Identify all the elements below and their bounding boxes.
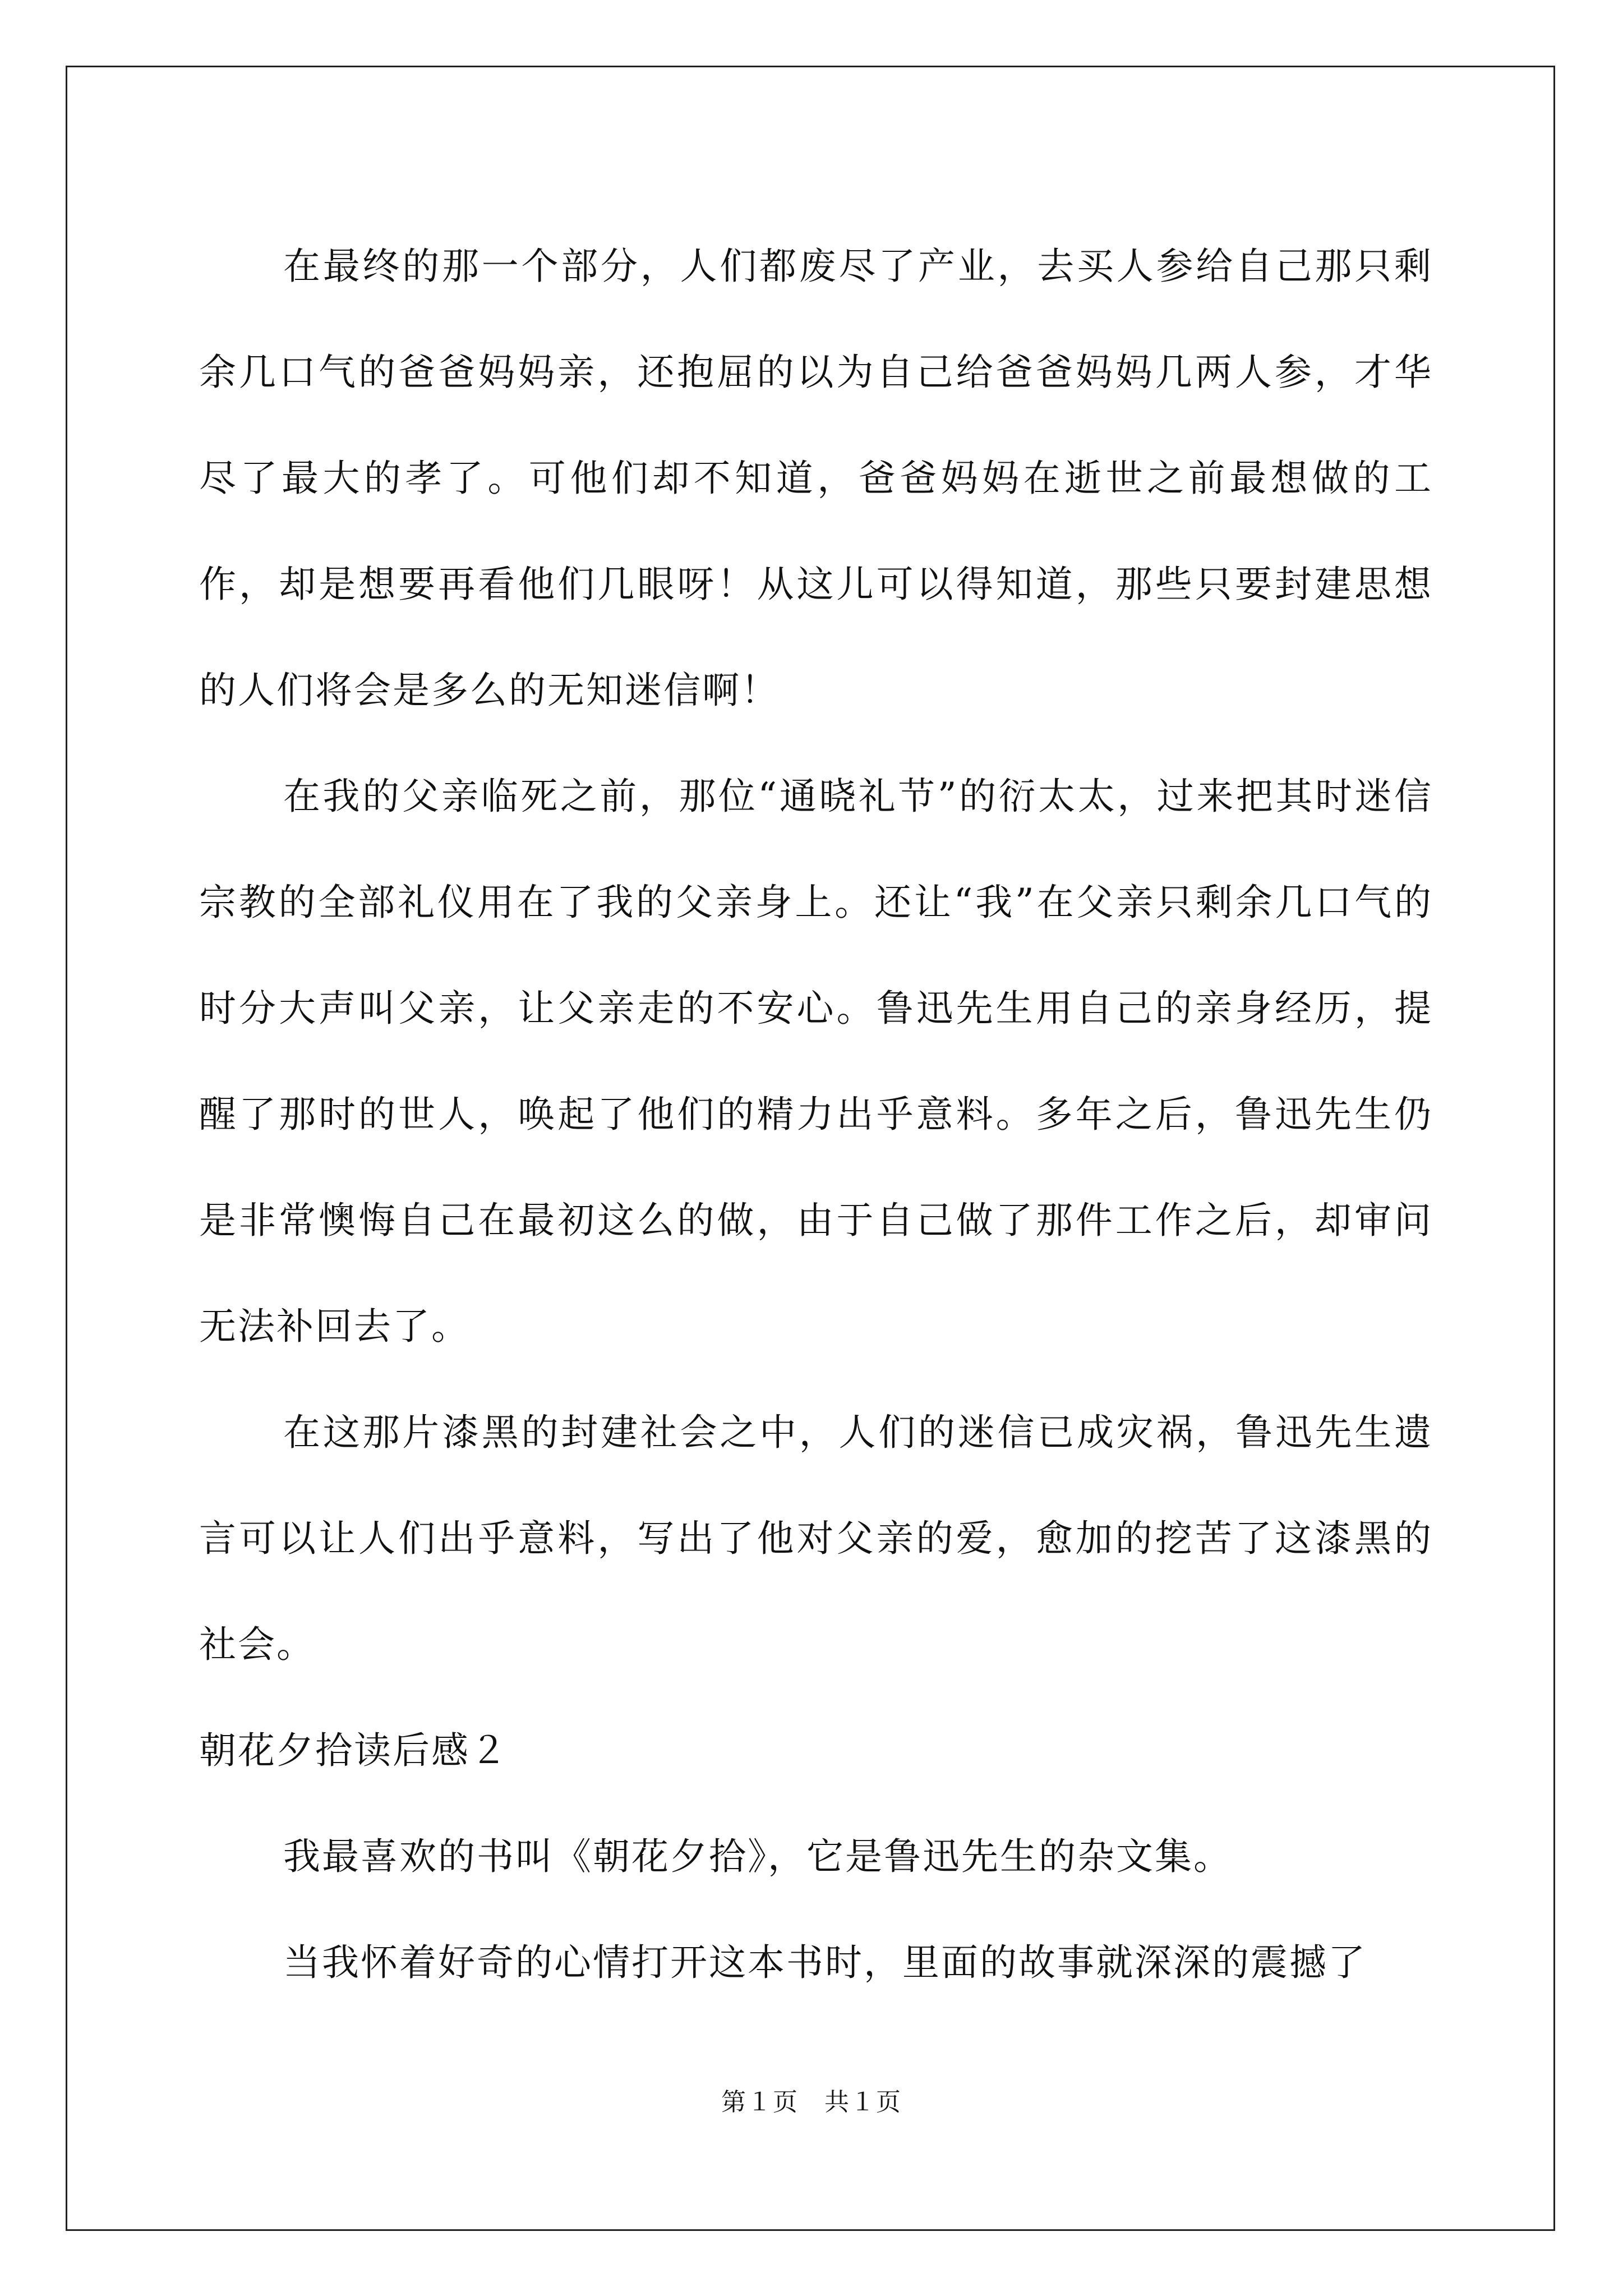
paragraph: 我最喜欢的书叫《朝花夕拾》，它是鲁迅先生的杂文集。 bbox=[283, 1835, 1232, 1878]
paragraph: 当我怀着好奇的心情打开这本书时，里面的故事就深深的震撼了 bbox=[283, 1941, 1367, 1984]
page-footer: 第１页 共１页 bbox=[721, 2088, 902, 2116]
paragraph: 在我的父亲临死之前，那位“通晓礼节”的衍太太，过来把其时迷信宗教的全部礼仪用在了我的父亲身上。还让“我”在父亲只剩余几口气的时分大声叫父亲，让父亲走的不安心。鲁迅先生用自己的亲身经历，提醒了那时的世人，唤起了他们的精力出乎意料。多年之后，鲁迅先生仍是非常懊悔自己在最初这么的做，由于自己做了那件工作之后，却审问无法补回去了。 bbox=[199, 775, 1433, 1348]
section-heading: 朝花夕拾读后感２ bbox=[199, 1729, 509, 1772]
paragraph: 在这那片漆黑的封建社会之中，人们的迷信已成灾祸，鲁迅先生遗言可以让人们出乎意料，写出了他对父亲的爱，愈加的挖苦了这漆黑的社会。 bbox=[199, 1411, 1433, 1666]
paragraph: 在最终的那一个部分，人们都废尽了产业，去买人参给自己那只剩余几口气的爸爸妈妈亲，还抱屈的以为自己给爸爸妈妈几两人参，才华尽了最大的孝了。可他们却不知道，爸爸妈妈在逝世之前最想做的工作，却是想要再看他们几眼呀！从这儿可以得知道，那些只要封建思想的人们将会是多么的无知迷信啊！ bbox=[199, 245, 1433, 712]
document-body bbox=[199, 213, 1433, 2016]
